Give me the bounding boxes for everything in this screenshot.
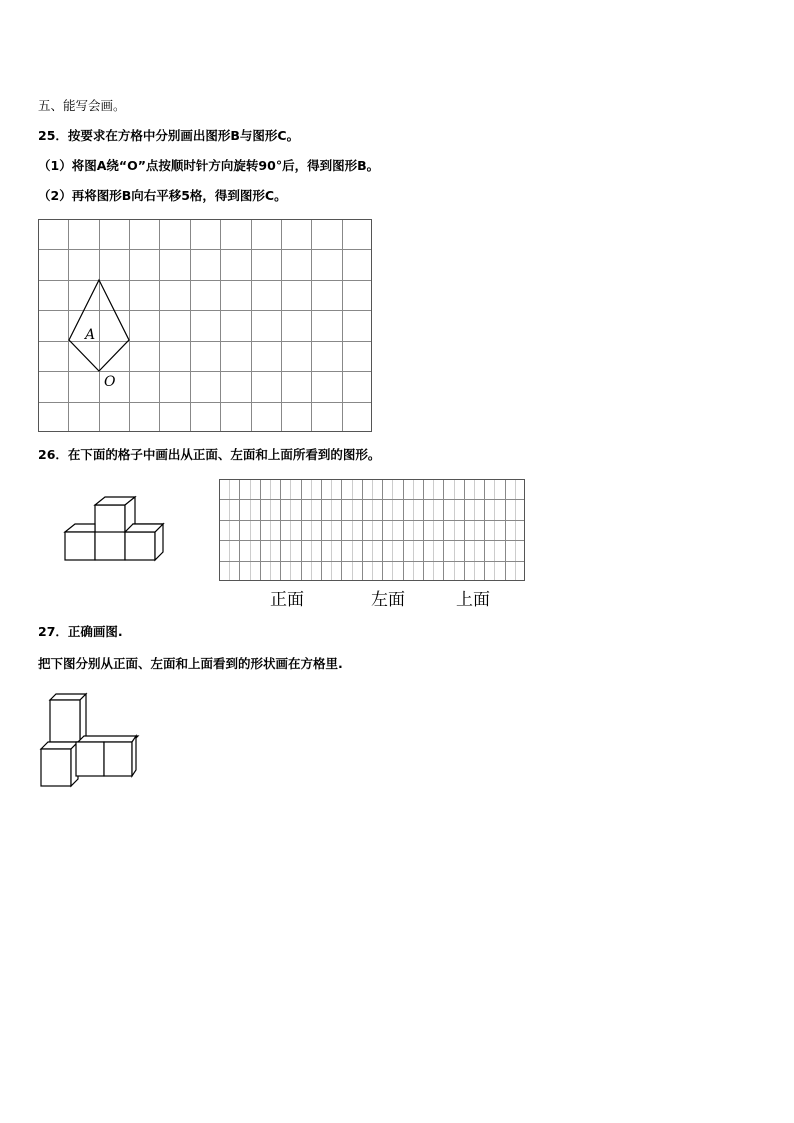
q27-instruction: 把下图分别从正面、左面和上面看到的形状画在方格里. [38, 656, 343, 671]
q25-grid [38, 219, 372, 432]
label-o: O [104, 374, 116, 390]
view-left-label: 左面 [371, 590, 405, 610]
q27-cube-figure [38, 694, 138, 790]
q26-cube-figure [62, 492, 166, 562]
section-title: 五、能写会画。 [38, 98, 126, 113]
label-a: A [85, 327, 96, 343]
q25-part2: （2）再将图形B向右平移5格，得到图形C。 [38, 188, 287, 203]
view-top-label: 上面 [456, 590, 490, 610]
view-front-label: 正面 [270, 590, 304, 610]
q26-stem: 26．在下面的格子中画出从正面、左面和上面所看到的图形。 [38, 447, 381, 462]
q25-stem: 25．按要求在方格中分别画出图形B与图形C。 [38, 128, 300, 143]
q26-grid [219, 479, 525, 581]
q27-stem: 27．正确画图. [38, 624, 123, 639]
q25-part1: （1）将图A绕“O”点按顺时针方向旋转90°后，得到图形B。 [38, 158, 380, 173]
